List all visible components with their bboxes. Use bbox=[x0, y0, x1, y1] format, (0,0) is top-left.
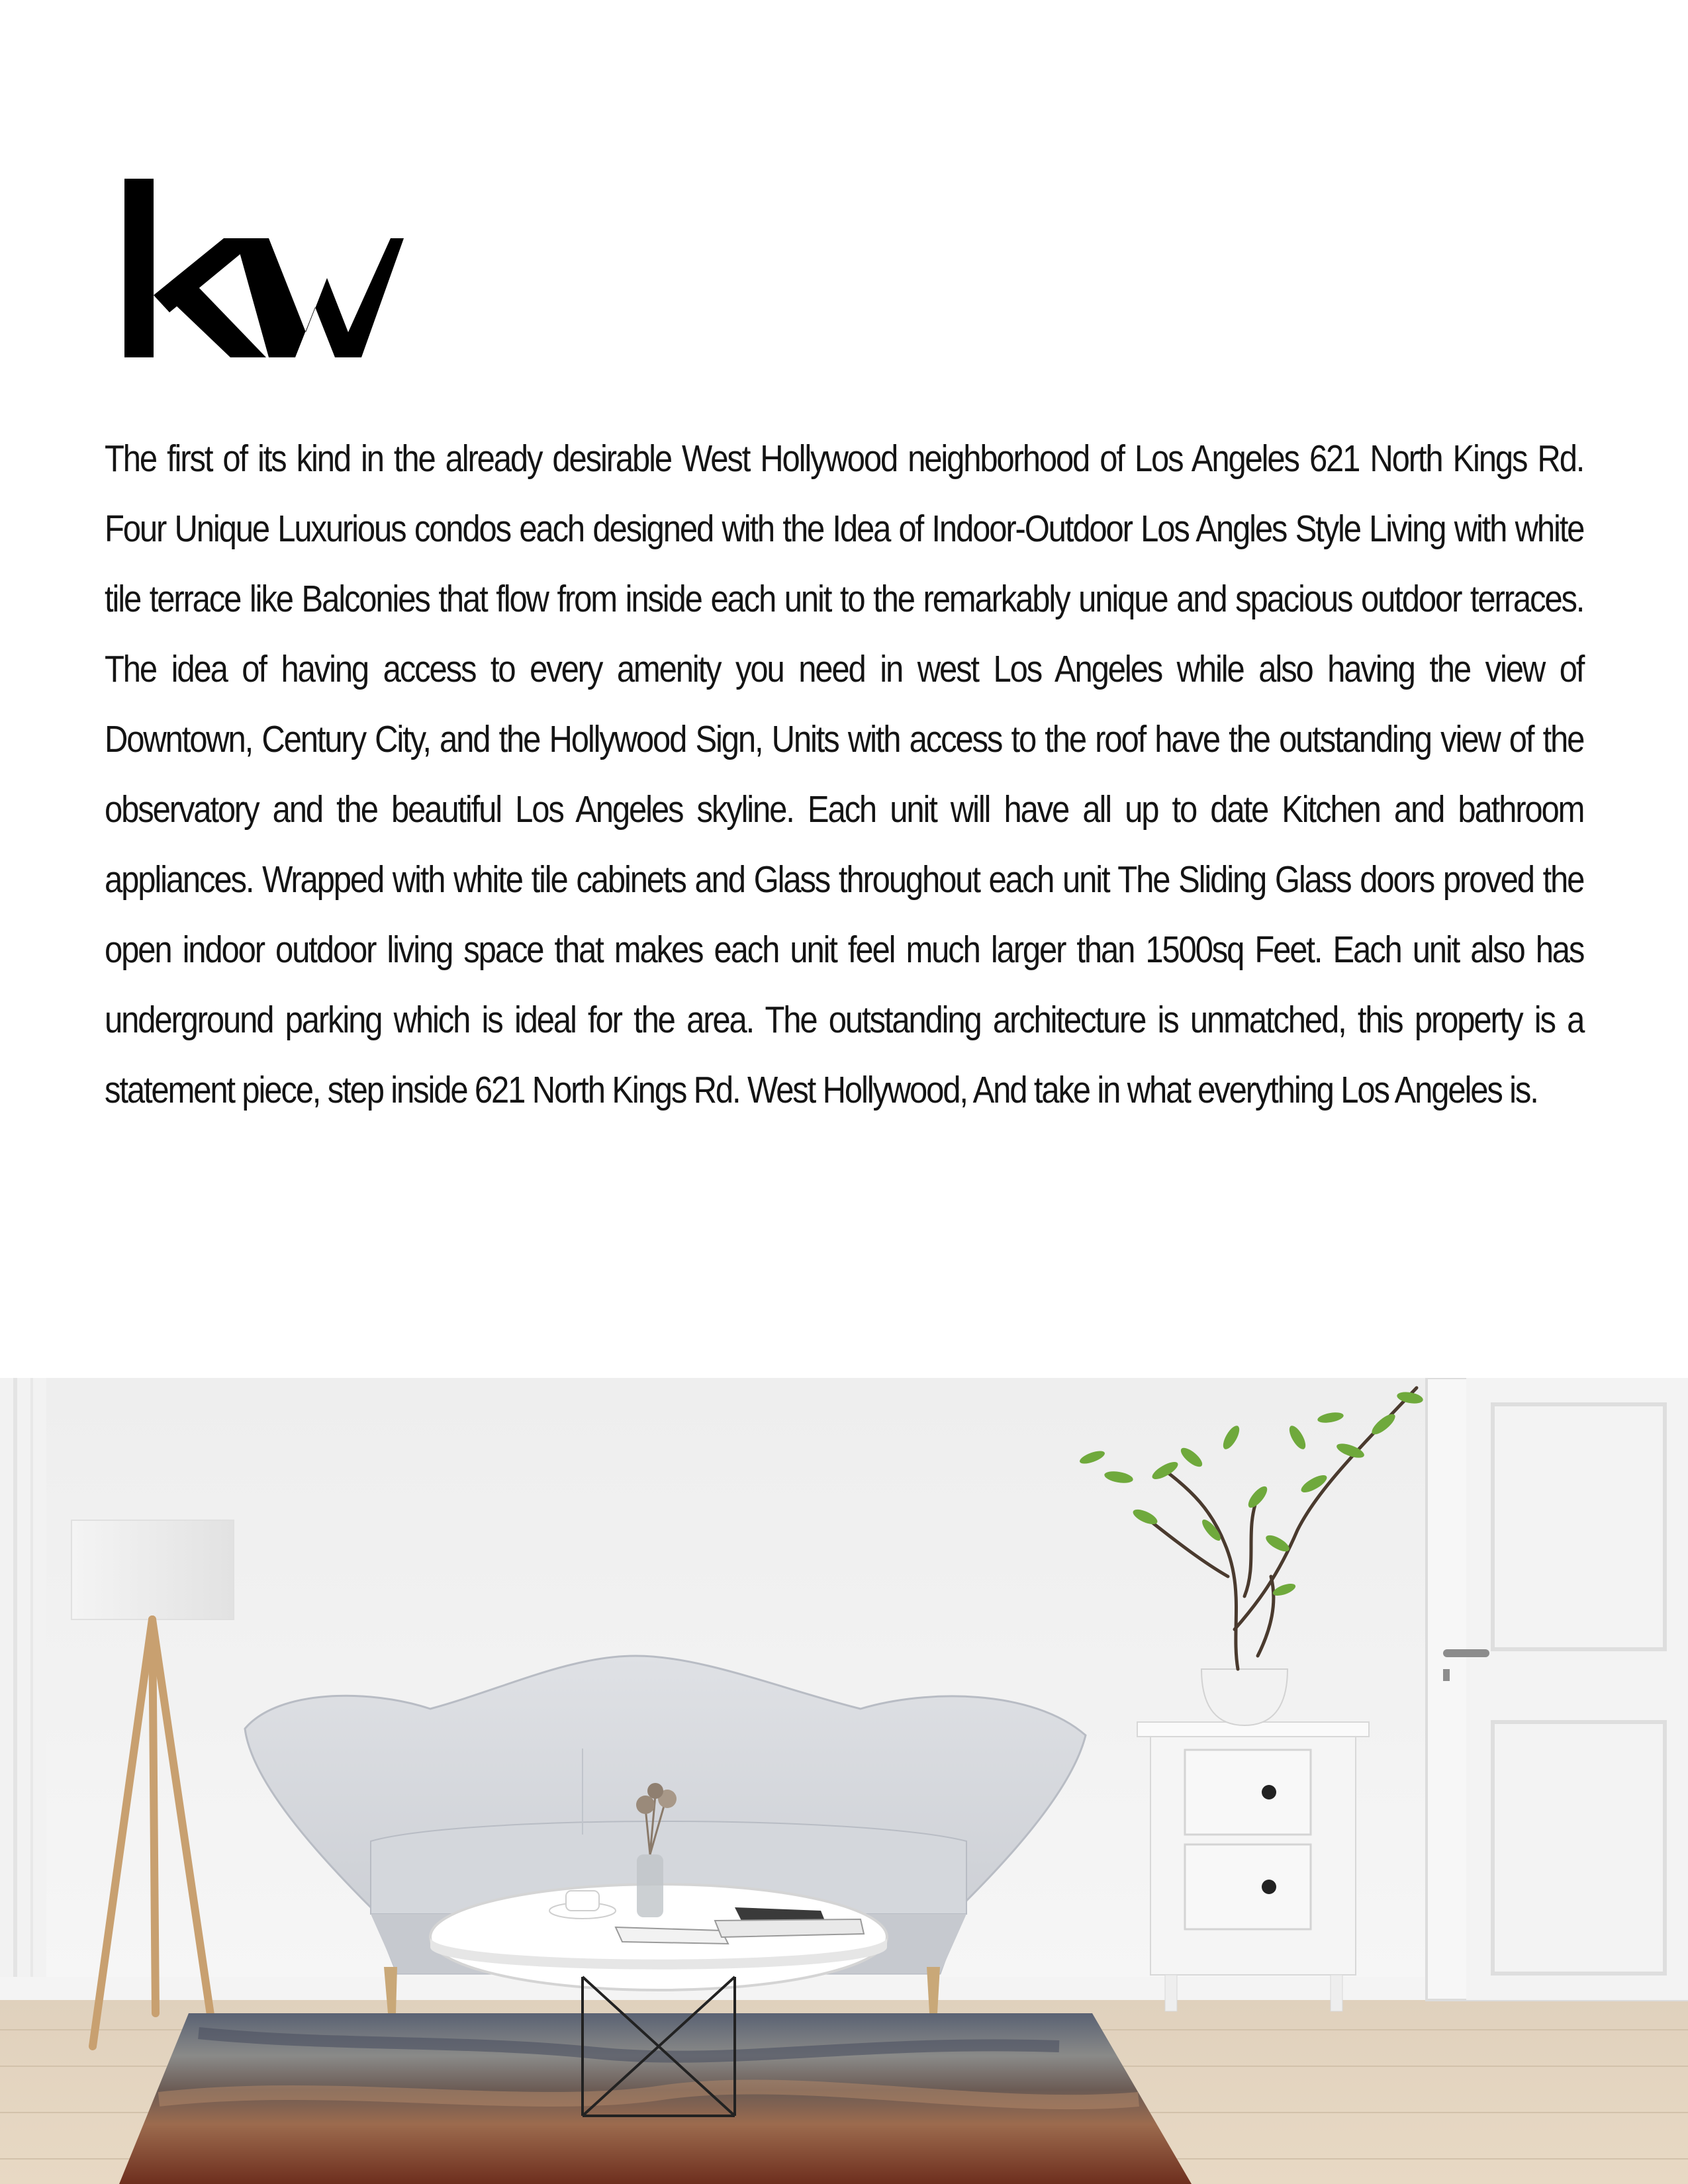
property-description: The first of its kind in the already desirable West Hollywood neighborhood of Los Angeles 621 North Kings Rd. Four Unique Luxurious condos each designed with the Idea of Indoor-Outdoor Los Angles Style Living with white tile terrace like Balconies that flow from inside each unit to the remarkably unique and spacious outdoor terraces. The idea of having access to every amenity you need in west Los Angeles while also having the view of Downtown, Century City, and the Hollywood Sign, Units with access to the roof have the outstanding view of the observatory and the beautiful Los Angeles skyline. Each unit will have all up to date Kitchen and bathroom appliances. Wrapped with white tile cabinets and Glass throughout each unit The Sliding Glass doors proved the open indoor outdoor living space that makes each unit feel much larger than 1500sq Feet. Each unit also has underground parking which is ideal for the area. The outstanding architecture is unmatched, this property is a statement piece, step inside 621 North Kings Rd. West Hollywood, And take in what everything Los Angeles is. bbox=[105, 437, 1584, 1111]
kw-logo bbox=[113, 165, 404, 364]
living-room-photo bbox=[0, 1378, 1688, 2184]
